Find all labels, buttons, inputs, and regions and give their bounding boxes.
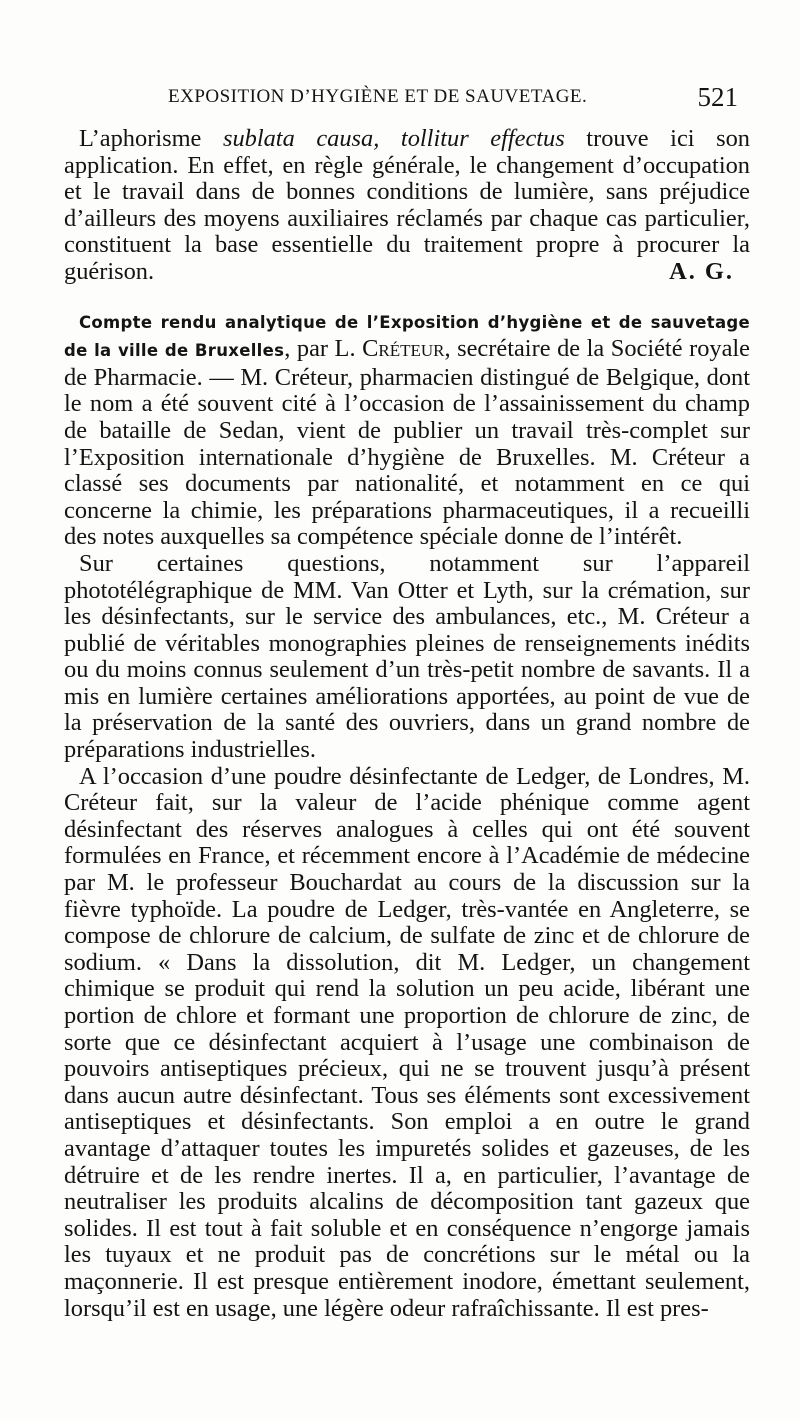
page-number: 521	[697, 82, 738, 112]
paragraph-review	[64, 308, 750, 551]
text-run: trouve ici son application. En effet, en règle générale, le changement d’occupation et le travail dans de bonnes conditions de lumière, sans préjudice d’ailleurs des moyens auxiliaires réclamés par chaque cas particulier, constituent la base essentielle du traitement propre à procurer la guérison.	[64, 125, 751, 285]
paragraph-ledger: A l’occasion d’une poudre désinfectante de Ledger, de Londres, M. Créteur fait, sur la valeur de l’acide phénique comme agent désinfectant des réserves analogues à celles qui ont été souvent formulées en France, et récemment encore à l’Académie de médecine par M. le professeur Bouchardat au cours de la discussion sur la fièvre typhoïde. La poudre de Ledger, très-vantée en Angleterre, se compose de chlorure de calcium, de sulfate de zinc et de chlorure de sodium. « Dans la dissolution, dit M. Ledger, un changement chimique se produit qui rend la solution un peu acide, libérant une portion de chlore et formant une proportion de chlorure de zinc, de sorte que ce désinfectant acquiert à l’usage une combinaison de pouvoirs antiseptiques précieux, qui ne se trouvent jusqu’à présent dans aucun autre désinfectant. Tous ses éléments sont excessivement antiseptiques et désinfectants. Son emploi a en outre le grand avantage d’attaquer toutes les impuretés solides et gazeuses, de les détruire et de les rendre inertes. Il a, en particulier, l’avantage de neutraliser les produits alcalins de décomposition tant gazeux que solides. Il est tout à fait soluble et en conséquence n’engorge jamais les tuyaux et ne produit pas de concrétions sur le métal ou la maçonnerie. Il est presque entièrement inodore, émettant seulement, lorsqu’il est en usage, une légère odeur rafraîchissante. Il est pres-	[64, 762, 750, 1322]
author-name: Créteur	[362, 335, 445, 363]
text-run: L’aphorisme	[79, 125, 223, 152]
page-header	[78, 82, 738, 116]
section-title: Compte rendu analytique de l’Exposition d’hygiène et de sauvetage de la ville de Bruxelles	[64, 312, 750, 361]
text-run: , par L.	[284, 335, 363, 363]
text-run: , secrétaire de la Société royale de Pharmacie. — M. Créteur, pharmacien distingué de Belgique, dont le nom a été souvent cité à l’occasion de l’assainissement du champ de bataille de Sedan, vient de publier un travail très-complet sur l’Exposition internationale d’hygiène de Bruxelles. M. Créteur a classé ses documents par nationalité, et notamment en ce qui concerne la chimie, les préparations pharmaceutiques, il a recueilli des notes auxquelles sa compétence spéciale donne de l’intérêt.	[64, 335, 751, 551]
author-initials: A. G.	[669, 257, 734, 285]
paragraph-questions: Sur certaines questions, notamment sur l’appareil phototélégraphique de MM. Van Otter et Lyth, sur la crémation, sur les désinfectants, sur le service des ambulances, etc., M. Créteur a publié de véritables monographies pleines de renseignements inédits ou du moins connus seulement d’un très-petit nombre de savants. Il a mis en lumière certaines améliorations apportées, au point de vue de la préservation de la santé des ouvriers, dans un grand nombre de préparations industrielles.	[64, 549, 750, 764]
paragraph-aphorism	[64, 126, 750, 286]
running-title: EXPOSITION D’HYGIÈNE ET DE SAUVETAGE.	[168, 86, 588, 107]
text-run: ,	[373, 125, 401, 152]
page-body	[64, 126, 750, 1322]
italic-phrase: tollitur effectus	[400, 125, 565, 152]
italic-phrase: sublata causa	[222, 125, 374, 152]
